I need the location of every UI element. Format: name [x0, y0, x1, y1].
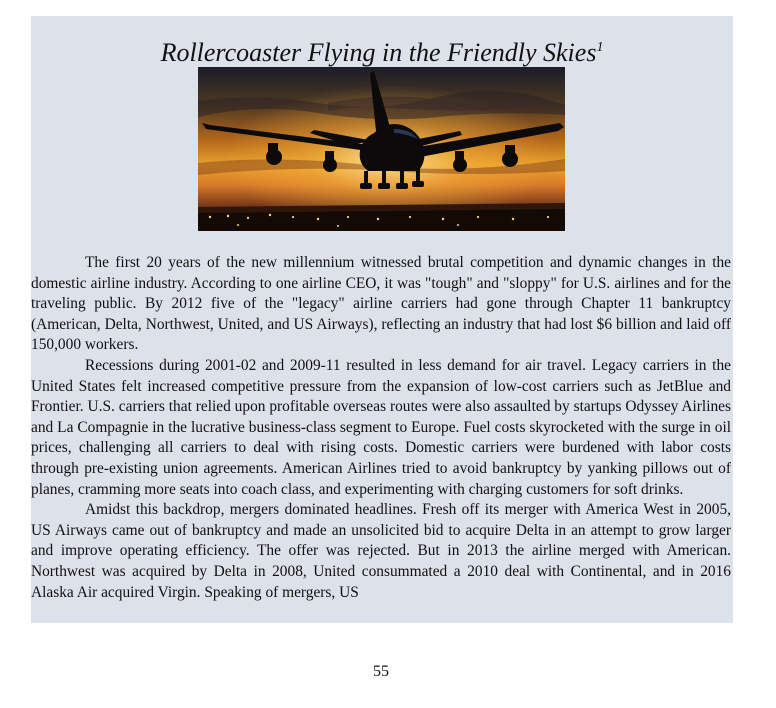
airplane-silhouette-image: [198, 67, 565, 231]
title-text: Rollercoaster Flying in the Friendly Skies: [160, 38, 597, 67]
title-footnote-marker[interactable]: 1: [596, 40, 604, 55]
paragraph-3: Amidst this backdrop, mergers dominated headlines. Fresh off its merger with America West in 2005, US Airways came out of bankruptcy and made an unsolicited bid to acquire Delta in an attempt to grow larger and improve operating efficiency. The offer was rejected. But in 2013 the airline merged with American. Northwest was acquired by Delta in 2008, United consummated a 2010 deal with Continental, and in 2016 Alaska Air acquired Virgin. Speaking of mergers, US: [31, 501, 731, 601]
page-number: 55: [373, 663, 389, 680]
airplane-sunset-photo: [198, 67, 565, 231]
page-title: [31, 32, 733, 69]
paragraph-2: Recessions during 2001-02 and 2009-11 resulted in less demand for air travel. Legacy carriers in the United States felt increased competitive pressure from the expansion of low-cost carriers such as JetBlue and Frontier. U.S. carriers that relied upon profitable overseas routes were also assaulted by startups Odyssey Airlines and La Compagnie in the lucrative business-class segment to Europe. Fuel costs skyrocketed with the surge in oil prices, challenging all carriers to deal with rising costs. Domestic carriers were burdened with labor costs through pre-existing union agreements. American Airlines tried to avoid bankruptcy by yanking pillows out of planes, cramming more seats into coach class, and experimenting with charging customers for soft drinks.: [31, 356, 731, 498]
content-panel: [31, 16, 733, 623]
paragraph-1: The first 20 years of the new millennium witnessed brutal competition and dynamic changes in the domestic airline industry. According to one airline CEO, it was "tough" and "sloppy" for U.S. airlines and for the traveling public. By 2012 five of the "legacy" airline carriers had gone through Chapter 11 bankruptcy (American, Delta, Northwest, United, and US Airways), reflecting an industry that had lost $6 billion and laid off 150,000 workers.: [31, 254, 731, 354]
article-body: [31, 253, 731, 603]
